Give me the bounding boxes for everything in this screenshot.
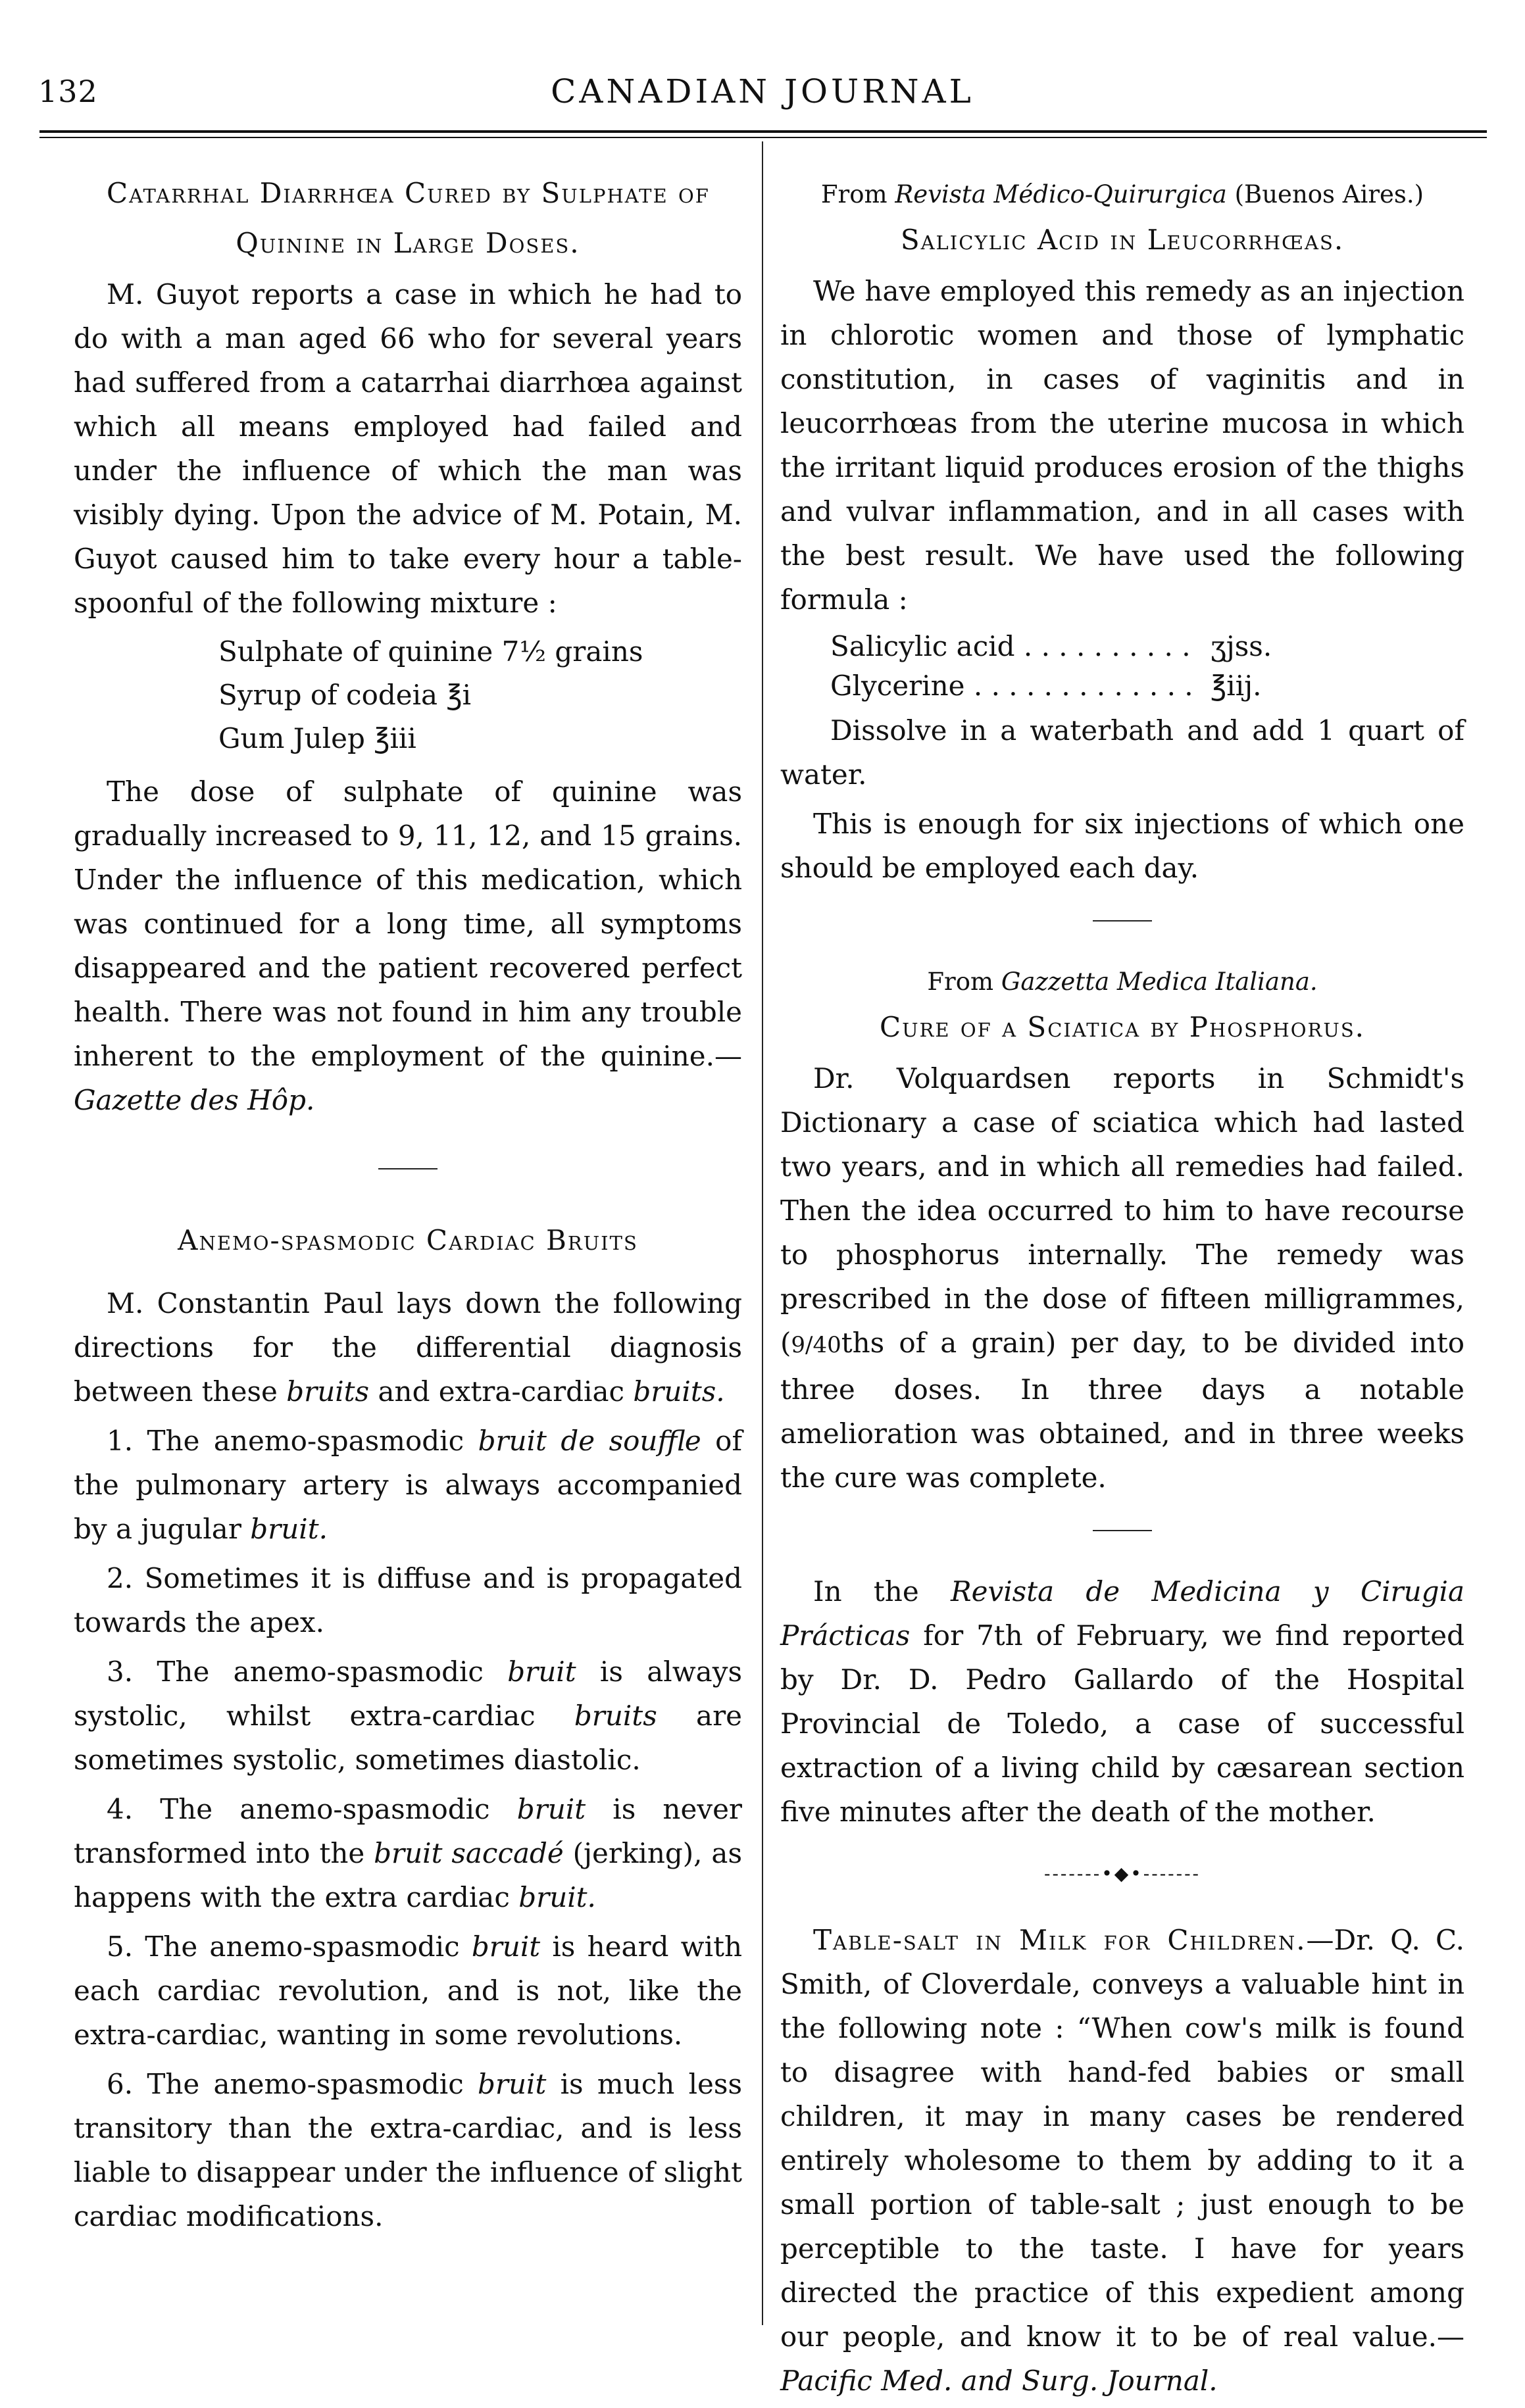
running-title: CANADIAN JOURNAL [551, 72, 974, 111]
paragraph: M. Guyot reports a case in which he had to do with a man aged 66 who for several years had suffered from a catarrhai diarrhœa against which all means employed had failed and under the influence of which the man was visibly dying. Upon the advice of M. Potain, M. Guyot caused him to take every hour a table-spoonful of the following mixture : [74, 278, 742, 619]
list-item: 3. The anemo-spasmodic bruit is always systolic, whilst extra-cardiac bruits are sometimes systolic, sometimes diastolic. [74, 1656, 743, 1776]
prescription-line: Sulphate of quinine 7½ grains [218, 635, 643, 668]
article-salicylic-acid [780, 172, 1464, 890]
article-title: Catarrhal Diarrhœa Cured by Sulphate of [107, 177, 710, 209]
article-table-salt [780, 1918, 1464, 2403]
paragraph: Table-salt in Milk for Children.—Dr. Q. C. Smith, of Cloverdale, conveys a valuable hint in the following note : “When cow's milk is found to disagree with hand-fed babies or small children, it may in many cases be rendered entirely wholesome to them by adding to it a small portion of table-salt ; just enough to be perceptible to the taste. I have for years directed the practice of this expedient among our people, and know it to be of real value.—Pacific Med. and Surg. Journal. [780, 1924, 1464, 2397]
page-number: 132 [38, 74, 98, 109]
list-item: 2. Sometimes it is diffuse and is propagated towards the apex. [74, 1562, 742, 1638]
source-citation: Gazette des Hôp. [74, 1084, 315, 1116]
article-title: Table-salt in Milk for Children. [813, 1924, 1307, 1956]
article-title: Cure of a Sciatica by Phosphorus. [879, 1011, 1366, 1043]
column-divider [762, 141, 763, 2325]
ingredient-quantity: ʒjss. [1211, 630, 1272, 662]
list-item: 5. The anemo-spasmodic bruit is heard with each cardiac revolution, and is not, like the extra-cardiac, wanting in some revolutions. [74, 1930, 742, 2051]
paragraph: Dissolve in a waterbath and add 1 quart of water. [780, 714, 1464, 791]
paragraph: This is enough for six injections of which one should be employed each day. [780, 808, 1464, 884]
section-separator [378, 1168, 438, 1169]
article-catarrhal-diarrhoea [74, 172, 742, 1122]
section-separator [1093, 1530, 1152, 1531]
paragraph: We have employed this remedy as an injection in chlorotic women and those of lymphatic constitution, in cases of vaginitis and in leucorrhœas from the uterine mucosa in which the irritant liquid produces erosion of the thighs and vulvar inflammation, and in all cases with the best result. We have used the following formula : [780, 275, 1464, 616]
list-item: 4. The anemo-spasmodic bruit is never transformed into the bruit saccadé (jerking), as happens with the extra cardiac bruit. [74, 1793, 743, 1913]
prescription [74, 630, 742, 760]
paragraph: In the Revista de Medicina y Cirugia Prácticas for 7th of February, we find reported by Dr. D. Pedro Gallardo of the Hospital Provincial de Toledo, a case of successful extraction of a living child by cæsarean section five minutes after the death of the mother. [780, 1575, 1464, 1828]
article-anemo-spasmodic-bruits [74, 1219, 742, 2238]
left-column [74, 172, 742, 2244]
header-rule-thin [39, 137, 1487, 138]
formula-row [780, 627, 1464, 666]
section-separator [1093, 920, 1152, 921]
paragraph: Dr. Volquardsen reports in Schmidt's Dictionary a case of sciatica which had lasted two years, and in which all remedies had failed. Then the idea occurred to him to have recourse to phosphorus internally. The remedy was prescribed in the dose of fifteen milligrammes, (9/40ths of a grain) per day, to be divided into three doses. In three days a notable amelioration was obtained, and in three weeks the cure was complete. [780, 1062, 1464, 1494]
article-title: Salicylic Acid in Leucorrhœas. [900, 224, 1345, 256]
paragraph: The dose of sulphate of quinine was gradually increased to 9, 11, 12, and 15 grains. Under the influence of this medication, which was continued for a long time, all symptoms disappeared and the patient recovered perfect health. There was not found in him any trouble inherent to the employment of the quinine.—Gazette des Hôp. [74, 775, 742, 1116]
right-column [780, 172, 1464, 2408]
page-header [0, 0, 1525, 151]
source-line: From Revista Médico-Quirurgica (Buenos Aires.) [820, 180, 1424, 209]
article-caesarean [780, 1569, 1464, 1834]
ingredient-name: Salicylic acid . . . [830, 627, 1199, 666]
source-citation: Pacific Med. and Surg. Journal. [780, 2365, 1218, 2397]
header-rule [39, 130, 1487, 133]
formula-row [780, 666, 1464, 706]
source-line: From Gazzetta Medica Italiana. [927, 968, 1318, 996]
article-sciatica-phosphorus [780, 960, 1464, 1500]
article-title: Anemo-spasmodic Cardiac Bruits [178, 1224, 638, 1256]
article-title-line2: Quinine in Large Doses. [236, 227, 580, 259]
ingredient-name: Glycerine . . . [830, 666, 1199, 706]
list-item: 1. The anemo-spasmodic bruit de souffle of the pulmonary artery is always accompanied by a jugular bruit. [74, 1425, 743, 1545]
paragraph: M. Constantin Paul lays down the following directions for the differential diagnosis between these bruits and extra-cardiac bruits. [74, 1287, 742, 1408]
formula [780, 627, 1464, 706]
ornamental-divider: -------•◆•------- [1043, 1863, 1201, 1884]
list-item: 6. The anemo-spasmodic bruit is much less transitory than the extra-cardiac, and is less liable to disappear under the influence of slight cardiac modifications. [74, 2068, 742, 2232]
prescription-line: Syrup of codeia ℥i [218, 679, 472, 711]
fraction: 9/40 [791, 1332, 841, 1358]
ingredient-quantity: ℥iij. [1211, 670, 1262, 702]
prescription-line: Gum Julep ℥iii [218, 722, 416, 754]
